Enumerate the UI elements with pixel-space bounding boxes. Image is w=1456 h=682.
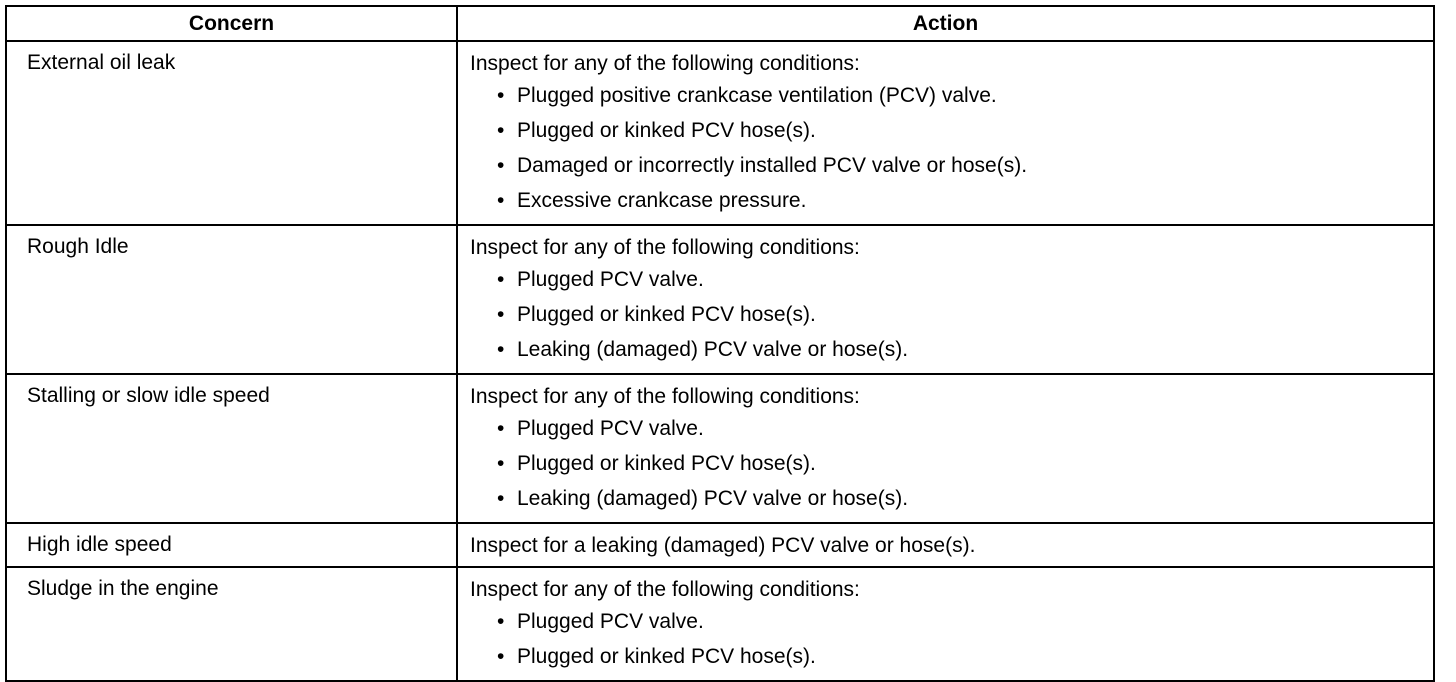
concern-cell xyxy=(6,225,457,374)
action-intro: Inspect for any of the following conditions: xyxy=(470,385,860,408)
action-intro: Inspect for any of the following conditions: xyxy=(470,236,860,259)
action-cell xyxy=(457,41,1434,225)
concern-text: High idle speed xyxy=(27,533,172,556)
condition-text: Damaged or incorrectly installed PCV valve or hose(s). xyxy=(517,154,1028,177)
table-row xyxy=(6,374,1434,523)
action-intro: Inspect for any of the following conditions: xyxy=(470,52,860,75)
header-action: Action xyxy=(457,6,1434,41)
condition-item xyxy=(470,297,1433,332)
condition-text: Leaking (damaged) PCV valve or hose(s). xyxy=(517,487,909,510)
condition-text: Plugged PCV valve. xyxy=(517,268,704,291)
condition-text: Excessive crankcase pressure. xyxy=(517,189,807,212)
action-intro: Inspect for any of the following conditions: xyxy=(470,578,860,601)
condition-list xyxy=(470,262,1433,367)
condition-item xyxy=(470,332,1433,367)
bullet-icon: • xyxy=(497,645,505,668)
bullet-icon: • xyxy=(497,84,505,107)
concern-cell xyxy=(6,523,457,567)
table-row xyxy=(6,41,1434,225)
bullet-icon: • xyxy=(497,119,505,142)
condition-item xyxy=(470,411,1433,446)
condition-list xyxy=(470,411,1433,516)
bullet-icon: • xyxy=(497,417,505,440)
bullet-icon: • xyxy=(497,268,505,291)
bullet-icon: • xyxy=(497,452,505,475)
condition-item xyxy=(470,183,1433,218)
table-row xyxy=(6,523,1434,567)
header-row xyxy=(6,6,1434,41)
condition-text: Plugged PCV valve. xyxy=(517,610,704,633)
condition-text: Plugged or kinked PCV hose(s). xyxy=(517,452,816,475)
bullet-icon: • xyxy=(497,338,505,361)
header-concern: Concern xyxy=(6,6,457,41)
concern-cell xyxy=(6,567,457,681)
condition-item xyxy=(470,481,1433,516)
condition-list xyxy=(470,604,1433,674)
condition-text: Plugged positive crankcase ventilation (PCV) valve. xyxy=(517,84,997,107)
condition-text: Plugged or kinked PCV hose(s). xyxy=(517,119,816,142)
concern-text: Stalling or slow idle speed xyxy=(27,384,270,407)
bullet-icon: • xyxy=(497,487,505,510)
action-cell xyxy=(457,567,1434,681)
condition-text: Leaking (damaged) PCV valve or hose(s). xyxy=(517,338,909,361)
bullet-icon: • xyxy=(497,610,505,633)
condition-text: Plugged PCV valve. xyxy=(517,417,704,440)
action-cell xyxy=(457,225,1434,374)
condition-item xyxy=(470,78,1433,113)
condition-item xyxy=(470,446,1433,481)
concern-cell xyxy=(6,41,457,225)
action-intro: Inspect for a leaking (damaged) PCV valve or hose(s). xyxy=(470,534,976,557)
concern-text: External oil leak xyxy=(27,51,176,74)
concern-text: Sludge in the engine xyxy=(27,577,219,600)
condition-item xyxy=(470,604,1433,639)
condition-list xyxy=(470,78,1433,218)
table-row xyxy=(6,225,1434,374)
table-row xyxy=(6,567,1434,681)
concern-text: Rough Idle xyxy=(27,235,129,258)
bullet-icon: • xyxy=(497,154,505,177)
diagnostic-table xyxy=(5,5,1435,682)
action-cell xyxy=(457,374,1434,523)
condition-item xyxy=(470,639,1433,674)
condition-item xyxy=(470,262,1433,297)
condition-item xyxy=(470,113,1433,148)
condition-item xyxy=(470,148,1433,183)
action-cell xyxy=(457,523,1434,567)
bullet-icon: • xyxy=(497,303,505,326)
concern-cell xyxy=(6,374,457,523)
bullet-icon: • xyxy=(497,189,505,212)
condition-text: Plugged or kinked PCV hose(s). xyxy=(517,645,816,668)
condition-text: Plugged or kinked PCV hose(s). xyxy=(517,303,816,326)
